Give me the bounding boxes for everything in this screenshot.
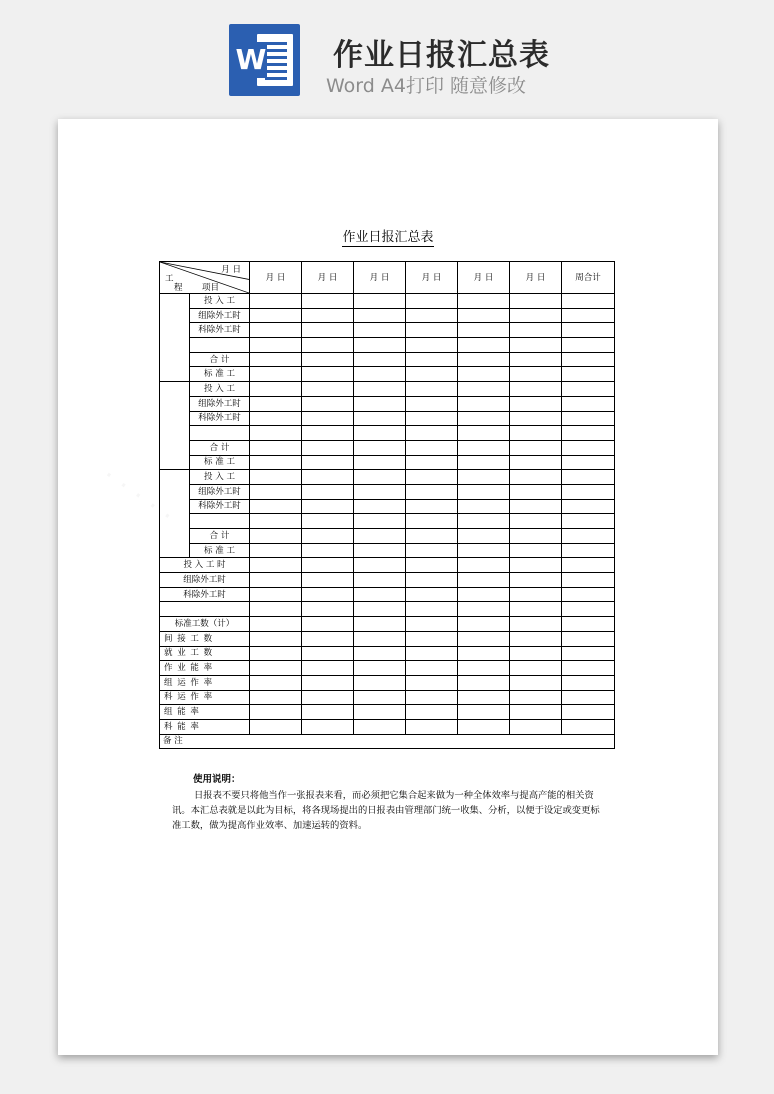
data-cell[interactable]: [354, 602, 406, 617]
data-cell[interactable]: [406, 411, 458, 426]
table-row: [160, 514, 615, 529]
table-row: [160, 455, 615, 470]
header-row: [160, 262, 615, 294]
table-row: [160, 719, 615, 734]
data-cell[interactable]: [406, 352, 458, 367]
data-cell[interactable]: [354, 470, 406, 485]
data-cell[interactable]: [302, 602, 354, 617]
data-cell[interactable]: [250, 470, 302, 485]
data-cell[interactable]: [250, 646, 302, 661]
data-cell[interactable]: [510, 573, 562, 588]
data-cell[interactable]: [302, 573, 354, 588]
data-cell[interactable]: [302, 484, 354, 499]
data-cell[interactable]: [250, 308, 302, 323]
data-cell[interactable]: [562, 514, 615, 529]
data-cell[interactable]: [406, 499, 458, 514]
data-cell[interactable]: [562, 323, 615, 338]
data-cell[interactable]: [510, 675, 562, 690]
data-cell[interactable]: [250, 675, 302, 690]
data-cell[interactable]: [562, 440, 615, 455]
data-cell[interactable]: [250, 367, 302, 382]
data-cell[interactable]: [458, 558, 510, 573]
date-column-header: 月 日: [302, 262, 354, 294]
data-cell[interactable]: [302, 690, 354, 705]
metric-row-label: 组 能 率: [160, 705, 250, 720]
data-cell[interactable]: [250, 440, 302, 455]
table-row: [160, 411, 615, 426]
data-cell[interactable]: [406, 661, 458, 676]
data-cell[interactable]: [458, 470, 510, 485]
data-cell[interactable]: [510, 484, 562, 499]
data-cell[interactable]: [510, 382, 562, 397]
data-cell[interactable]: [302, 338, 354, 353]
data-cell[interactable]: [562, 499, 615, 514]
data-cell[interactable]: [302, 514, 354, 529]
data-cell[interactable]: [458, 484, 510, 499]
data-cell[interactable]: [458, 367, 510, 382]
data-cell[interactable]: [250, 587, 302, 602]
row-label: 合 计: [190, 352, 250, 367]
corner-item-label: 项目: [202, 283, 220, 293]
data-cell[interactable]: [562, 470, 615, 485]
data-cell[interactable]: [354, 719, 406, 734]
data-cell[interactable]: [562, 396, 615, 411]
data-cell[interactable]: [354, 631, 406, 646]
data-cell[interactable]: [562, 367, 615, 382]
data-cell[interactable]: [406, 338, 458, 353]
data-cell[interactable]: [250, 514, 302, 529]
data-cell[interactable]: [354, 308, 406, 323]
table-row: [160, 294, 615, 309]
data-cell[interactable]: [510, 543, 562, 558]
data-cell[interactable]: [354, 338, 406, 353]
data-cell[interactable]: [458, 396, 510, 411]
data-cell[interactable]: [510, 323, 562, 338]
data-cell[interactable]: [406, 543, 458, 558]
data-cell[interactable]: [458, 690, 510, 705]
data-cell[interactable]: [406, 719, 458, 734]
data-cell[interactable]: [250, 529, 302, 544]
data-cell[interactable]: [406, 382, 458, 397]
data-cell[interactable]: [302, 352, 354, 367]
data-cell[interactable]: [250, 690, 302, 705]
data-cell[interactable]: [302, 308, 354, 323]
table-row: [160, 617, 615, 632]
data-cell[interactable]: [250, 411, 302, 426]
data-cell[interactable]: [354, 675, 406, 690]
table-row: [160, 558, 615, 573]
data-cell[interactable]: [302, 396, 354, 411]
data-cell[interactable]: [354, 426, 406, 441]
data-cell[interactable]: [510, 661, 562, 676]
data-cell[interactable]: [458, 338, 510, 353]
table-row: [160, 661, 615, 676]
remarks-cell[interactable]: 备 注: [160, 734, 615, 749]
data-cell[interactable]: [354, 440, 406, 455]
row-label: 科除外工时: [190, 499, 250, 514]
data-cell[interactable]: [458, 705, 510, 720]
data-cell[interactable]: [406, 426, 458, 441]
data-cell[interactable]: [562, 352, 615, 367]
data-cell[interactable]: [510, 308, 562, 323]
table-row: [160, 675, 615, 690]
data-cell[interactable]: [510, 690, 562, 705]
data-cell[interactable]: [510, 617, 562, 632]
data-cell[interactable]: [562, 484, 615, 499]
data-cell[interactable]: [562, 455, 615, 470]
table-row: [160, 529, 615, 544]
data-cell[interactable]: [510, 294, 562, 309]
summary-row-label: 投 入 工 时: [160, 558, 250, 573]
data-cell[interactable]: [406, 587, 458, 602]
data-cell[interactable]: [302, 719, 354, 734]
data-cell[interactable]: [562, 426, 615, 441]
table-row: [160, 587, 615, 602]
data-cell[interactable]: [458, 719, 510, 734]
date-column-header: 月 日: [510, 262, 562, 294]
data-cell[interactable]: [510, 499, 562, 514]
data-cell[interactable]: [562, 690, 615, 705]
data-cell[interactable]: [250, 352, 302, 367]
data-cell[interactable]: [250, 323, 302, 338]
data-cell[interactable]: [406, 646, 458, 661]
data-cell[interactable]: [458, 352, 510, 367]
data-cell[interactable]: [354, 690, 406, 705]
data-cell[interactable]: [510, 719, 562, 734]
row-label: 标 准 工: [190, 367, 250, 382]
data-cell[interactable]: [250, 661, 302, 676]
data-cell[interactable]: [562, 587, 615, 602]
date-column-header: 月 日: [406, 262, 458, 294]
metric-row-label: 就 业 工 数: [160, 646, 250, 661]
data-cell[interactable]: [302, 558, 354, 573]
date-column-header: 月 日: [250, 262, 302, 294]
row-label: 合 计: [190, 440, 250, 455]
data-cell[interactable]: [406, 514, 458, 529]
data-cell[interactable]: [562, 602, 615, 617]
row-label: 投 入 工: [190, 294, 250, 309]
data-cell[interactable]: [562, 719, 615, 734]
table-row: [160, 573, 615, 588]
summary-row-label: 组除外工时: [160, 573, 250, 588]
data-cell[interactable]: [562, 573, 615, 588]
data-cell[interactable]: [458, 529, 510, 544]
data-cell[interactable]: [302, 411, 354, 426]
remarks-row: [160, 734, 615, 749]
data-cell[interactable]: [406, 294, 458, 309]
table-row: [160, 646, 615, 661]
document-page: [58, 119, 718, 1055]
corner-process-label-2: 程: [174, 283, 183, 293]
row-label: [190, 514, 250, 529]
date-column-header: 月 日: [458, 262, 510, 294]
summary-row-label: [160, 602, 250, 617]
data-cell[interactable]: [354, 382, 406, 397]
data-cell[interactable]: [510, 338, 562, 353]
table-row: [160, 470, 615, 485]
table-row: [160, 323, 615, 338]
data-cell[interactable]: [458, 455, 510, 470]
data-cell[interactable]: [510, 396, 562, 411]
data-cell[interactable]: [250, 631, 302, 646]
data-cell[interactable]: [354, 661, 406, 676]
data-cell[interactable]: [562, 558, 615, 573]
data-cell[interactable]: [458, 646, 510, 661]
data-cell[interactable]: [406, 367, 458, 382]
data-cell[interactable]: [510, 426, 562, 441]
data-cell[interactable]: [302, 705, 354, 720]
table-row: [160, 426, 615, 441]
table-row: [160, 352, 615, 367]
data-cell[interactable]: [354, 543, 406, 558]
row-label: 投 入 工: [190, 382, 250, 397]
table-row: [160, 367, 615, 382]
data-cell[interactable]: [302, 323, 354, 338]
data-cell[interactable]: [406, 484, 458, 499]
data-cell[interactable]: [510, 558, 562, 573]
data-cell[interactable]: [458, 499, 510, 514]
data-cell[interactable]: [406, 323, 458, 338]
summary-row-label: 科除外工时: [160, 587, 250, 602]
data-cell[interactable]: [458, 426, 510, 441]
data-cell[interactable]: [406, 602, 458, 617]
data-cell[interactable]: [354, 294, 406, 309]
data-cell[interactable]: [562, 543, 615, 558]
data-cell[interactable]: [250, 543, 302, 558]
data-cell[interactable]: [562, 411, 615, 426]
data-cell[interactable]: [458, 675, 510, 690]
metric-row-label: 组 运 作 率: [160, 675, 250, 690]
report-table: [159, 261, 615, 749]
banner-title: 作业日报汇总表: [333, 38, 550, 73]
data-cell[interactable]: [562, 646, 615, 661]
data-cell[interactable]: [510, 470, 562, 485]
row-label: 科除外工时: [190, 323, 250, 338]
data-cell[interactable]: [354, 323, 406, 338]
data-cell[interactable]: [302, 440, 354, 455]
data-cell[interactable]: [354, 367, 406, 382]
data-cell[interactable]: [354, 484, 406, 499]
data-cell[interactable]: [302, 426, 354, 441]
word-icon-letter: W: [235, 43, 267, 76]
data-cell[interactable]: [250, 602, 302, 617]
data-cell[interactable]: [458, 573, 510, 588]
data-cell[interactable]: [250, 426, 302, 441]
table-row: [160, 396, 615, 411]
table-row: [160, 440, 615, 455]
data-cell[interactable]: [562, 294, 615, 309]
row-label: 合 计: [190, 529, 250, 544]
data-cell[interactable]: [510, 602, 562, 617]
data-cell[interactable]: [302, 617, 354, 632]
corner-date-label: 月 日: [221, 265, 241, 275]
data-cell[interactable]: [562, 705, 615, 720]
metric-row-label: 科 运 作 率: [160, 690, 250, 705]
metric-row-label: 作 业 能 率: [160, 661, 250, 676]
data-cell[interactable]: [302, 294, 354, 309]
data-cell[interactable]: [354, 617, 406, 632]
data-cell[interactable]: [406, 470, 458, 485]
data-cell[interactable]: [406, 617, 458, 632]
document-title: 作业日报汇总表: [342, 230, 434, 245]
banner: [0, 0, 774, 112]
data-cell[interactable]: [510, 631, 562, 646]
row-label: [190, 338, 250, 353]
data-cell[interactable]: [458, 617, 510, 632]
row-label: 标 准 工: [190, 455, 250, 470]
data-cell[interactable]: [562, 529, 615, 544]
data-cell[interactable]: [458, 440, 510, 455]
data-cell[interactable]: [510, 455, 562, 470]
table-row: [160, 308, 615, 323]
banner-subtitle: Word A4打印 随意修改: [326, 75, 527, 97]
data-cell[interactable]: [406, 573, 458, 588]
data-cell[interactable]: [562, 617, 615, 632]
data-cell[interactable]: [302, 646, 354, 661]
data-cell[interactable]: [354, 396, 406, 411]
data-cell[interactable]: [302, 587, 354, 602]
data-cell[interactable]: [354, 529, 406, 544]
usage-text: 日报表不要只将他当作一张报表来看，而必须把它集合起来做为一种全体效率与提高产能的相关资讯。本汇总表就是以此为目标，将各现场提出的日报表由管理部门统一收集、分析，以便于设定或变更标准工数，做为提高作业效率、加速运转的资料。: [172, 790, 600, 831]
row-label: 科除外工时: [190, 411, 250, 426]
data-cell[interactable]: [406, 631, 458, 646]
weekly-total-header: 周合计: [562, 262, 615, 294]
row-label: 组除外工时: [190, 396, 250, 411]
data-cell[interactable]: [302, 543, 354, 558]
date-column-header: 月 日: [354, 262, 406, 294]
data-cell[interactable]: [250, 455, 302, 470]
data-cell[interactable]: [250, 382, 302, 397]
row-label: [190, 426, 250, 441]
data-cell[interactable]: [406, 690, 458, 705]
data-cell[interactable]: [510, 352, 562, 367]
data-cell[interactable]: [562, 675, 615, 690]
data-cell[interactable]: [354, 573, 406, 588]
data-cell[interactable]: [458, 602, 510, 617]
row-label: 标 准 工: [190, 543, 250, 558]
data-cell[interactable]: [354, 455, 406, 470]
table-row: [160, 543, 615, 558]
data-cell[interactable]: [458, 382, 510, 397]
data-cell[interactable]: [510, 587, 562, 602]
data-cell[interactable]: [302, 499, 354, 514]
data-cell[interactable]: [302, 382, 354, 397]
table-row: [160, 631, 615, 646]
data-cell[interactable]: [406, 558, 458, 573]
data-cell[interactable]: [510, 646, 562, 661]
data-cell[interactable]: [510, 705, 562, 720]
data-cell[interactable]: [562, 661, 615, 676]
data-cell[interactable]: [250, 617, 302, 632]
metric-row-label: 间 接 工 数: [160, 631, 250, 646]
table-row: [160, 499, 615, 514]
data-cell[interactable]: [302, 661, 354, 676]
data-cell[interactable]: [458, 631, 510, 646]
data-cell[interactable]: [250, 484, 302, 499]
data-cell[interactable]: [562, 382, 615, 397]
usage-title: 使用说明：: [193, 774, 241, 785]
data-cell[interactable]: [562, 338, 615, 353]
data-cell[interactable]: [354, 587, 406, 602]
row-label: 投 入 工: [190, 470, 250, 485]
data-cell[interactable]: [250, 338, 302, 353]
data-cell[interactable]: [302, 367, 354, 382]
data-cell[interactable]: [406, 705, 458, 720]
data-cell[interactable]: [510, 529, 562, 544]
data-cell[interactable]: [406, 529, 458, 544]
metric-row-label: 科 能 率: [160, 719, 250, 734]
data-cell[interactable]: [250, 705, 302, 720]
data-cell[interactable]: [458, 514, 510, 529]
data-cell[interactable]: [406, 675, 458, 690]
data-cell[interactable]: [458, 294, 510, 309]
data-cell[interactable]: [562, 308, 615, 323]
data-cell[interactable]: [354, 646, 406, 661]
data-cell[interactable]: [458, 323, 510, 338]
data-cell[interactable]: [406, 396, 458, 411]
data-cell[interactable]: [406, 455, 458, 470]
data-cell[interactable]: [458, 411, 510, 426]
data-cell[interactable]: [458, 587, 510, 602]
header-corner-cell: [160, 262, 250, 294]
data-cell[interactable]: [354, 558, 406, 573]
table-row: [160, 338, 615, 353]
data-cell[interactable]: [510, 440, 562, 455]
data-cell[interactable]: [406, 308, 458, 323]
data-cell[interactable]: [250, 396, 302, 411]
data-cell[interactable]: [354, 352, 406, 367]
data-cell[interactable]: [458, 308, 510, 323]
data-cell[interactable]: [302, 455, 354, 470]
process-group-cell[interactable]: [160, 382, 190, 470]
data-cell[interactable]: [354, 705, 406, 720]
data-cell[interactable]: [250, 294, 302, 309]
corner-process-label: 工: [165, 274, 174, 284]
data-cell[interactable]: [354, 499, 406, 514]
data-cell[interactable]: [510, 514, 562, 529]
data-cell[interactable]: [250, 573, 302, 588]
data-cell[interactable]: [354, 411, 406, 426]
data-cell[interactable]: [510, 367, 562, 382]
data-cell[interactable]: [250, 719, 302, 734]
table-row: [160, 602, 615, 617]
data-cell[interactable]: [354, 514, 406, 529]
data-cell[interactable]: [250, 499, 302, 514]
word-icon: [229, 24, 300, 96]
data-cell[interactable]: [250, 558, 302, 573]
row-label: 组除外工时: [190, 484, 250, 499]
data-cell[interactable]: [510, 411, 562, 426]
row-label: 组除外工时: [190, 308, 250, 323]
table-row: [160, 382, 615, 397]
data-cell[interactable]: [562, 631, 615, 646]
data-cell[interactable]: [458, 543, 510, 558]
table-row: [160, 484, 615, 499]
data-cell[interactable]: [458, 661, 510, 676]
data-cell[interactable]: [302, 675, 354, 690]
table-row: [160, 705, 615, 720]
process-group-cell[interactable]: [160, 294, 190, 382]
summary-row-label: 标准工数（计）: [160, 617, 250, 632]
table-row: [160, 690, 615, 705]
data-cell[interactable]: [302, 631, 354, 646]
data-cell[interactable]: [302, 470, 354, 485]
data-cell[interactable]: [302, 529, 354, 544]
process-group-cell[interactable]: [160, 470, 190, 558]
data-cell[interactable]: [406, 440, 458, 455]
